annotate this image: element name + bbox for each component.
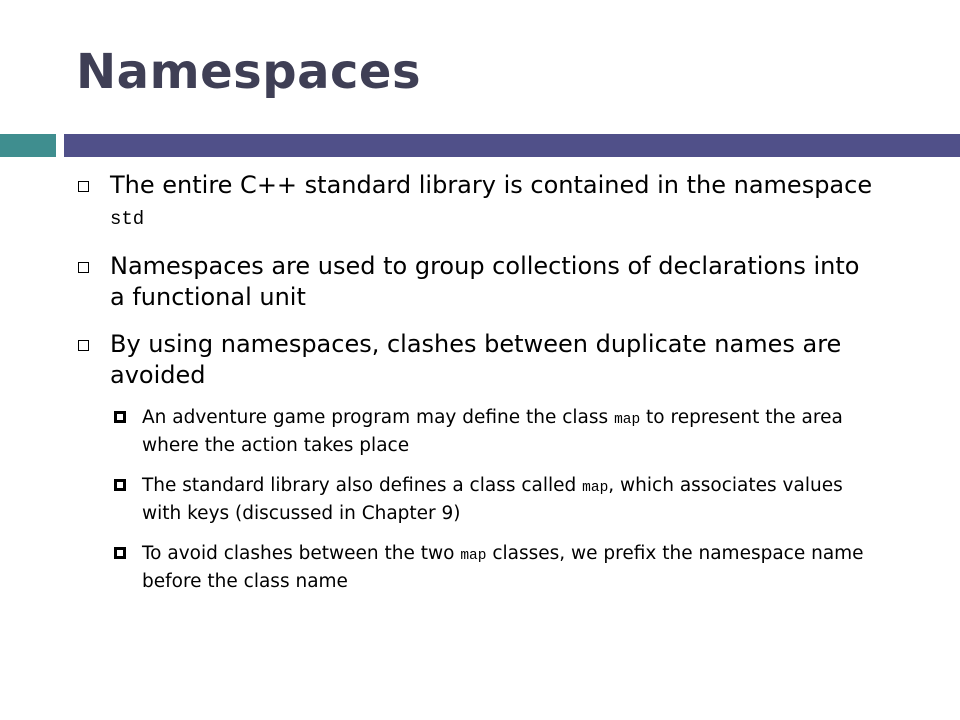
square-bullet-icon	[78, 262, 89, 273]
filled-square-bullet-icon	[114, 479, 126, 491]
sub-bullet-item	[76, 405, 876, 459]
square-bullet-icon	[78, 340, 89, 351]
bullet-text: Namespaces are used to group collections of declarations into a functional unit	[110, 252, 860, 311]
sub-bullet-item	[76, 541, 876, 595]
filled-square-bullet-icon	[114, 411, 126, 423]
sub-bullet-text: , which associates values with keys (discussed in Chapter 9)	[142, 475, 843, 524]
code-std: std	[110, 208, 145, 230]
slide-title: Namespaces	[76, 44, 422, 100]
filled-square-bullet-icon	[114, 547, 126, 559]
sub-bullet-text: To avoid clashes between the two	[142, 543, 461, 564]
title-underline-bar	[64, 134, 960, 157]
sub-bullet-text: An adventure game program may define the class	[142, 407, 615, 428]
code-map: map	[460, 548, 487, 564]
bullet-item	[76, 170, 876, 235]
bullet-list	[76, 170, 876, 609]
code-map: map	[582, 480, 609, 496]
bullet-text: By using namespaces, clashes between duplicate names are avoided	[110, 330, 842, 389]
square-bullet-icon	[78, 181, 89, 192]
sub-bullet-item	[76, 473, 876, 527]
accent-bar-teal	[0, 134, 56, 157]
sub-bullet-text: classes, we prefix the namespace name before the class name	[142, 543, 864, 592]
code-map: map	[614, 412, 641, 428]
sub-bullet-text: The standard library also defines a class called	[142, 475, 583, 496]
sub-bullet-text: to represent the area where the action takes place	[142, 407, 843, 456]
bullet-item	[76, 251, 876, 313]
bullet-text: The entire C++ standard library is contained in the namespace	[110, 171, 873, 199]
bullet-item	[76, 329, 876, 391]
